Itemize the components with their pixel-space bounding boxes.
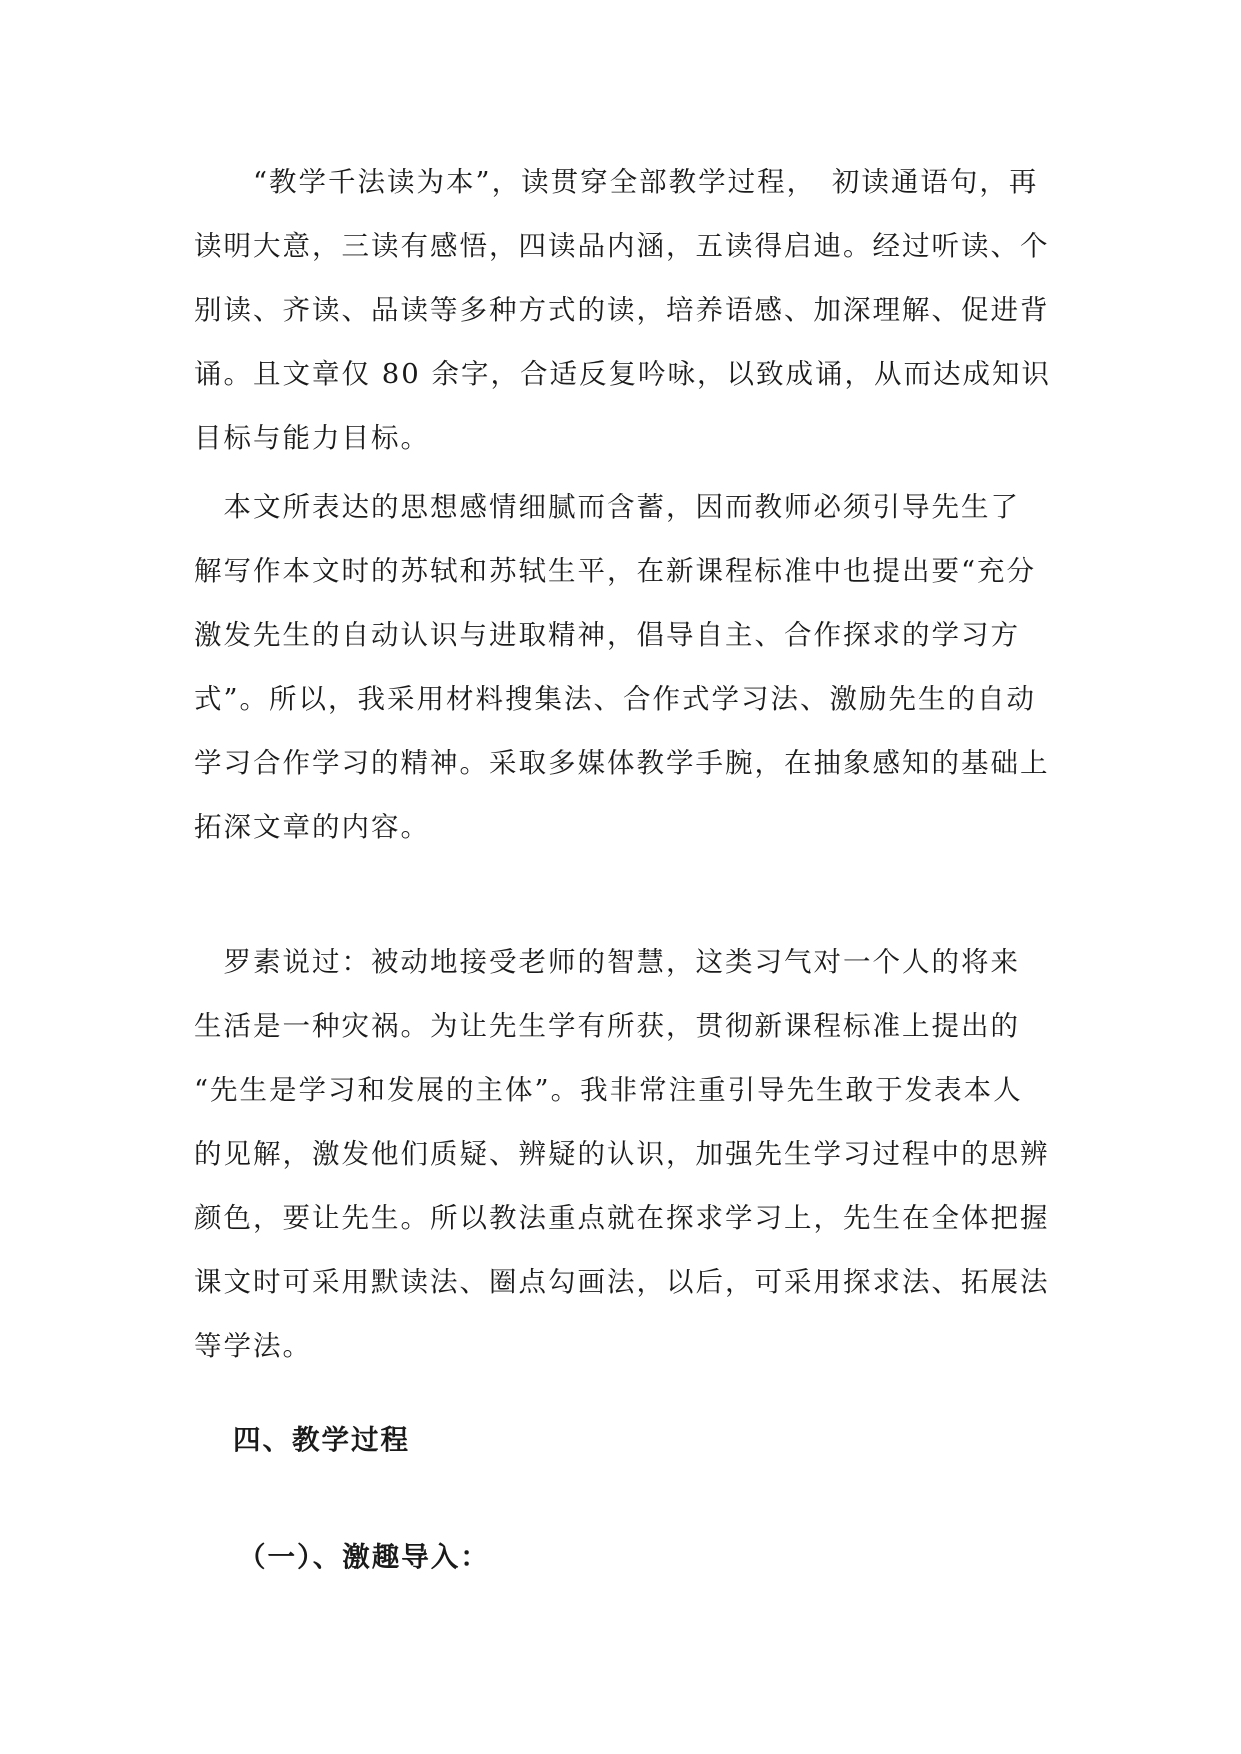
text-line: 激发先生的自动认识与进取精神，倡导自主、合作探求的学习方 [194,619,1020,651]
text-line: 别读、齐读、品读等多种方式的读，培养语感、加深理解、促进背 [194,294,1050,326]
text-line: 解写作本文时的苏轼和苏轼生平，在新课程标准中也提出要“充分 [194,555,1037,587]
text-line: 等学法。 [194,1330,312,1362]
text-line: 罗素说过：被动地接受老师的智慧，这类习气对一个人的将来 [194,946,1020,978]
text-line: 目标与能力目标。 [194,422,430,454]
text-line: 诵。且文章仅 80 余字，合适反复吟咏，以致成诵，从而达成知识 [194,358,1051,390]
paragraph-background-guidance [194,475,1054,859]
text-line: 式”。所以，我采用材料搜集法、合作式学习法、激励先生的自动 [194,683,1037,715]
text-line: 读明大意，三读有感悟，四读品内涵，五读得启迪。经过听读、个 [194,230,1050,262]
text-line: “先生是学习和发展的主体”。我非常注重引导先生敢于发表本人 [194,1074,1023,1106]
text-line: “教学千法读为本”，读贯穿全部教学过程， 初读通语句，再 [194,166,1039,198]
text-line: 的见解，激发他们质疑、辨疑的认识，加强先生学习过程中的思辨 [194,1138,1050,1170]
paragraph-reading-method [194,150,1054,470]
text-line: 学习合作学习的精神。采取多媒体教学手腕，在抽象感知的基础上 [194,747,1050,779]
text-line: 本文所表达的思想感情细腻而含蓄，因而教师必须引导先生了 [194,491,1020,523]
paragraph-inquiry-learning [194,930,1054,1378]
section-heading: 四、教学过程 [233,1424,410,1456]
text-line: 拓深文章的内容。 [194,811,430,843]
text-line: 颜色，要让先生。所以教法重点就在探求学习上，先生在全体把握 [194,1202,1050,1234]
subsection-heading: （一）、激趣导入： [238,1541,490,1573]
text-line: 生活是一种灾祸。为让先生学有所获，贯彻新课程标准上提出的 [194,1010,1020,1042]
text-line: 课文时可采用默读法、圈点勾画法，以后，可采用探求法、拓展法 [194,1266,1050,1298]
